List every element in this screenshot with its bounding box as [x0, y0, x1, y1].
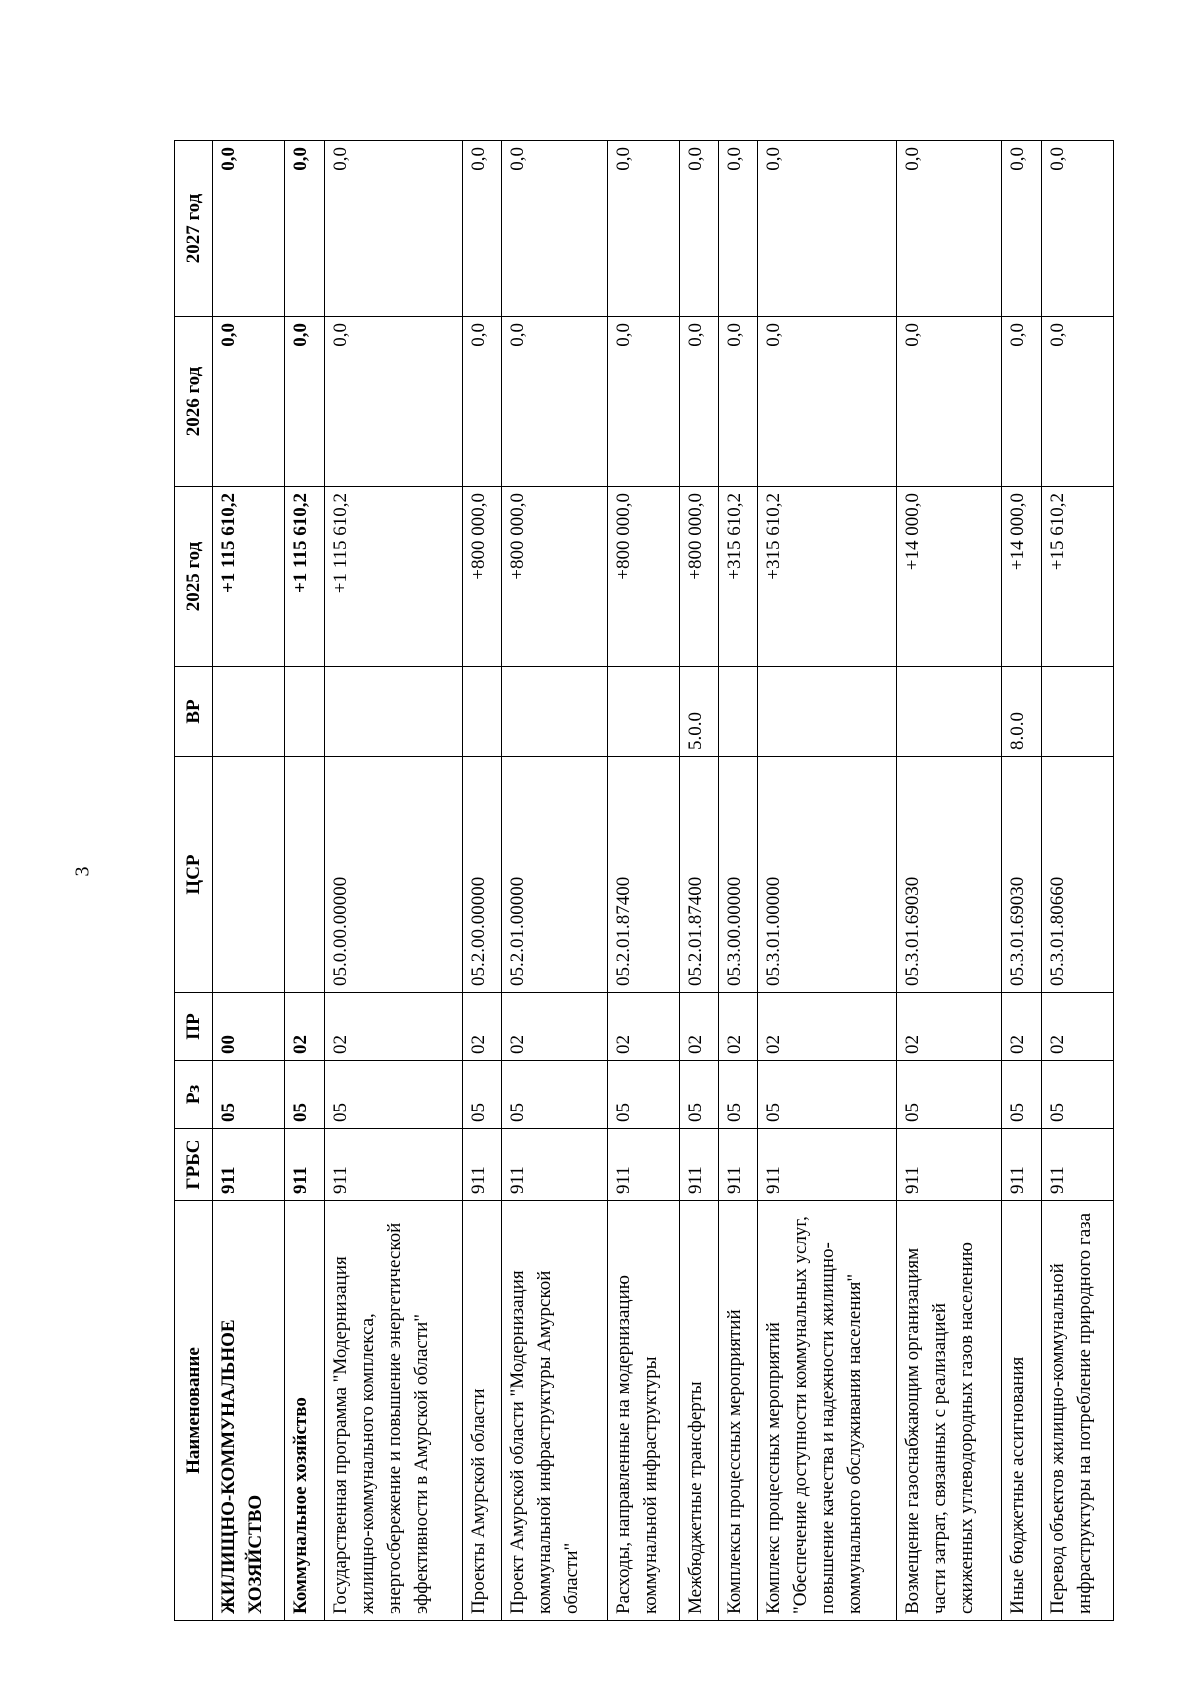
cell-2025: +800 000,0 — [463, 487, 502, 667]
cell-grbs: 911 — [1041, 1129, 1113, 1201]
cell-2027: 0,0 — [607, 141, 679, 317]
cell-name: ЖИЛИЩНО-КОММУНАЛЬНОЕ ХОЗЯЙСТВО — [213, 1201, 285, 1621]
cell-csr: 05.0.00.00000 — [324, 757, 463, 993]
cell-2027: 0,0 — [502, 141, 607, 317]
cell-pr: 02 — [758, 993, 897, 1061]
cell-vr — [758, 667, 897, 757]
cell-2025: +800 000,0 — [607, 487, 679, 667]
table-body — [213, 141, 1114, 1621]
cell-csr: 05.2.01.87400 — [607, 757, 679, 993]
cell-grbs: 911 — [324, 1129, 463, 1201]
cell-csr: 05.3.01.00000 — [758, 757, 897, 993]
table-row — [502, 141, 607, 1621]
cell-grbs: 911 — [463, 1129, 502, 1201]
cell-2026: 0,0 — [463, 317, 502, 487]
cell-vr — [719, 667, 758, 757]
cell-grbs: 911 — [719, 1129, 758, 1201]
cell-name: Иные бюджетные ассигнования — [1002, 1201, 1041, 1621]
cell-grbs: 911 — [758, 1129, 897, 1201]
header-row — [175, 141, 213, 1621]
cell-pr: 02 — [502, 993, 607, 1061]
cell-2026: 0,0 — [213, 317, 285, 487]
cell-2026: 0,0 — [1002, 317, 1041, 487]
table-row — [1002, 141, 1041, 1621]
cell-name: Коммунальное хозяйство — [285, 1201, 324, 1621]
cell-2027: 0,0 — [463, 141, 502, 317]
cell-2026: 0,0 — [680, 317, 719, 487]
cell-csr — [285, 757, 324, 993]
header-pr: ПР — [175, 993, 213, 1061]
cell-rz: 05 — [324, 1061, 463, 1129]
table-row — [324, 141, 463, 1621]
cell-grbs: 911 — [213, 1129, 285, 1201]
cell-pr: 02 — [719, 993, 758, 1061]
cell-name: Комплексы процессных мероприятий — [719, 1201, 758, 1621]
budget-table-container — [174, 141, 1114, 1621]
table-row — [680, 141, 719, 1621]
cell-pr: 02 — [896, 993, 1001, 1061]
cell-csr: 05.2.00.00000 — [463, 757, 502, 993]
cell-vr — [896, 667, 1001, 757]
cell-rz: 05 — [463, 1061, 502, 1129]
cell-name: Комплекс процессных мероприятий "Обеспечение доступности коммунальных услуг, повышение качества и надежности жилищно-коммунального обслуживания населения" — [758, 1201, 897, 1621]
cell-csr: 05.3.00.00000 — [719, 757, 758, 993]
cell-rz: 05 — [1041, 1061, 1113, 1129]
cell-vr — [502, 667, 607, 757]
cell-rz: 05 — [1002, 1061, 1041, 1129]
cell-2026: 0,0 — [607, 317, 679, 487]
cell-2027: 0,0 — [758, 141, 897, 317]
cell-name: Возмещение газоснабжающим организациям части затрат, связанных с реализацией сжиженных углеводородных газов населению — [896, 1201, 1001, 1621]
cell-rz: 05 — [285, 1061, 324, 1129]
cell-name: Государственная программа "Модернизация жилищно-коммунального комплекса, энергосбережение и повышение энергетической эффективности в Амурской области" — [324, 1201, 463, 1621]
cell-grbs: 911 — [285, 1129, 324, 1201]
cell-name: Перевод объектов жилищно-коммунальной инфраструктуры на потребление природного газа — [1041, 1201, 1113, 1621]
table-row — [896, 141, 1001, 1621]
cell-vr: 8.0.0 — [1002, 667, 1041, 757]
cell-rz: 05 — [719, 1061, 758, 1129]
table-row — [285, 141, 324, 1621]
header-csr: ЦСР — [175, 757, 213, 993]
cell-2027: 0,0 — [1041, 141, 1113, 317]
table-row — [719, 141, 758, 1621]
cell-vr: 5.0.0 — [680, 667, 719, 757]
cell-2025: +800 000,0 — [502, 487, 607, 667]
cell-2027: 0,0 — [1002, 141, 1041, 317]
cell-pr: 02 — [607, 993, 679, 1061]
cell-rz: 05 — [502, 1061, 607, 1129]
header-2026: 2026 год — [175, 317, 213, 487]
cell-2025: +1 115 610,2 — [285, 487, 324, 667]
cell-vr — [285, 667, 324, 757]
header-vr: ВР — [175, 667, 213, 757]
cell-rz: 05 — [213, 1061, 285, 1129]
cell-2026: 0,0 — [285, 317, 324, 487]
cell-pr: 02 — [680, 993, 719, 1061]
cell-2026: 0,0 — [1041, 317, 1113, 487]
table-row — [758, 141, 897, 1621]
cell-rz: 05 — [607, 1061, 679, 1129]
cell-2027: 0,0 — [324, 141, 463, 317]
cell-pr: 02 — [285, 993, 324, 1061]
cell-2027: 0,0 — [719, 141, 758, 317]
cell-name: Расходы, направленные на модернизацию коммунальной инфраструктуры — [607, 1201, 679, 1621]
header-rz: Рз — [175, 1061, 213, 1129]
cell-vr — [607, 667, 679, 757]
cell-2027: 0,0 — [213, 141, 285, 317]
cell-rz: 05 — [896, 1061, 1001, 1129]
cell-2025: +315 610,2 — [719, 487, 758, 667]
cell-name: Проекты Амурской области — [463, 1201, 502, 1621]
table-row — [213, 141, 285, 1621]
header-name: Наименование — [175, 1201, 213, 1621]
table-row — [463, 141, 502, 1621]
table-row — [607, 141, 679, 1621]
cell-2025: +315 610,2 — [758, 487, 897, 667]
cell-csr — [213, 757, 285, 993]
cell-2027: 0,0 — [680, 141, 719, 317]
cell-rz: 05 — [758, 1061, 897, 1129]
budget-table — [174, 140, 1114, 1621]
cell-grbs: 911 — [680, 1129, 719, 1201]
cell-2026: 0,0 — [324, 317, 463, 487]
cell-csr: 05.3.01.69030 — [1002, 757, 1041, 993]
cell-2026: 0,0 — [758, 317, 897, 487]
cell-pr: 02 — [463, 993, 502, 1061]
cell-grbs: 911 — [896, 1129, 1001, 1201]
cell-grbs: 911 — [607, 1129, 679, 1201]
cell-rz: 05 — [680, 1061, 719, 1129]
cell-2025: +15 610,2 — [1041, 487, 1113, 667]
cell-2026: 0,0 — [719, 317, 758, 487]
cell-2025: +14 000,0 — [896, 487, 1001, 667]
cell-vr — [463, 667, 502, 757]
cell-2027: 0,0 — [285, 141, 324, 317]
cell-vr — [324, 667, 463, 757]
cell-2027: 0,0 — [896, 141, 1001, 317]
cell-csr: 05.2.01.00000 — [502, 757, 607, 993]
cell-grbs: 911 — [502, 1129, 607, 1201]
cell-name: Межбюджетные трансферты — [680, 1201, 719, 1621]
header-grbs: ГРБС — [175, 1129, 213, 1201]
cell-2025: +1 115 610,2 — [324, 487, 463, 667]
cell-vr — [213, 667, 285, 757]
cell-pr: 02 — [1041, 993, 1113, 1061]
header-2027: 2027 год — [175, 141, 213, 317]
cell-2025: +1 115 610,2 — [213, 487, 285, 667]
cell-pr: 02 — [1002, 993, 1041, 1061]
cell-2025: +800 000,0 — [680, 487, 719, 667]
cell-name: Проект Амурской области "Модернизация коммунальной инфраструктуры Амурской области" — [502, 1201, 607, 1621]
header-2025: 2025 год — [175, 487, 213, 667]
cell-grbs: 911 — [1002, 1129, 1041, 1201]
cell-2026: 0,0 — [502, 317, 607, 487]
cell-pr: 02 — [324, 993, 463, 1061]
cell-2025: +14 000,0 — [1002, 487, 1041, 667]
cell-csr: 05.3.01.80660 — [1041, 757, 1113, 993]
cell-vr — [1041, 667, 1113, 757]
cell-csr: 05.3.01.69030 — [896, 757, 1001, 993]
cell-2026: 0,0 — [896, 317, 1001, 487]
page-number: 3 — [71, 866, 94, 877]
cell-csr: 05.2.01.87400 — [680, 757, 719, 993]
table-row — [1041, 141, 1113, 1621]
cell-pr: 00 — [213, 993, 285, 1061]
